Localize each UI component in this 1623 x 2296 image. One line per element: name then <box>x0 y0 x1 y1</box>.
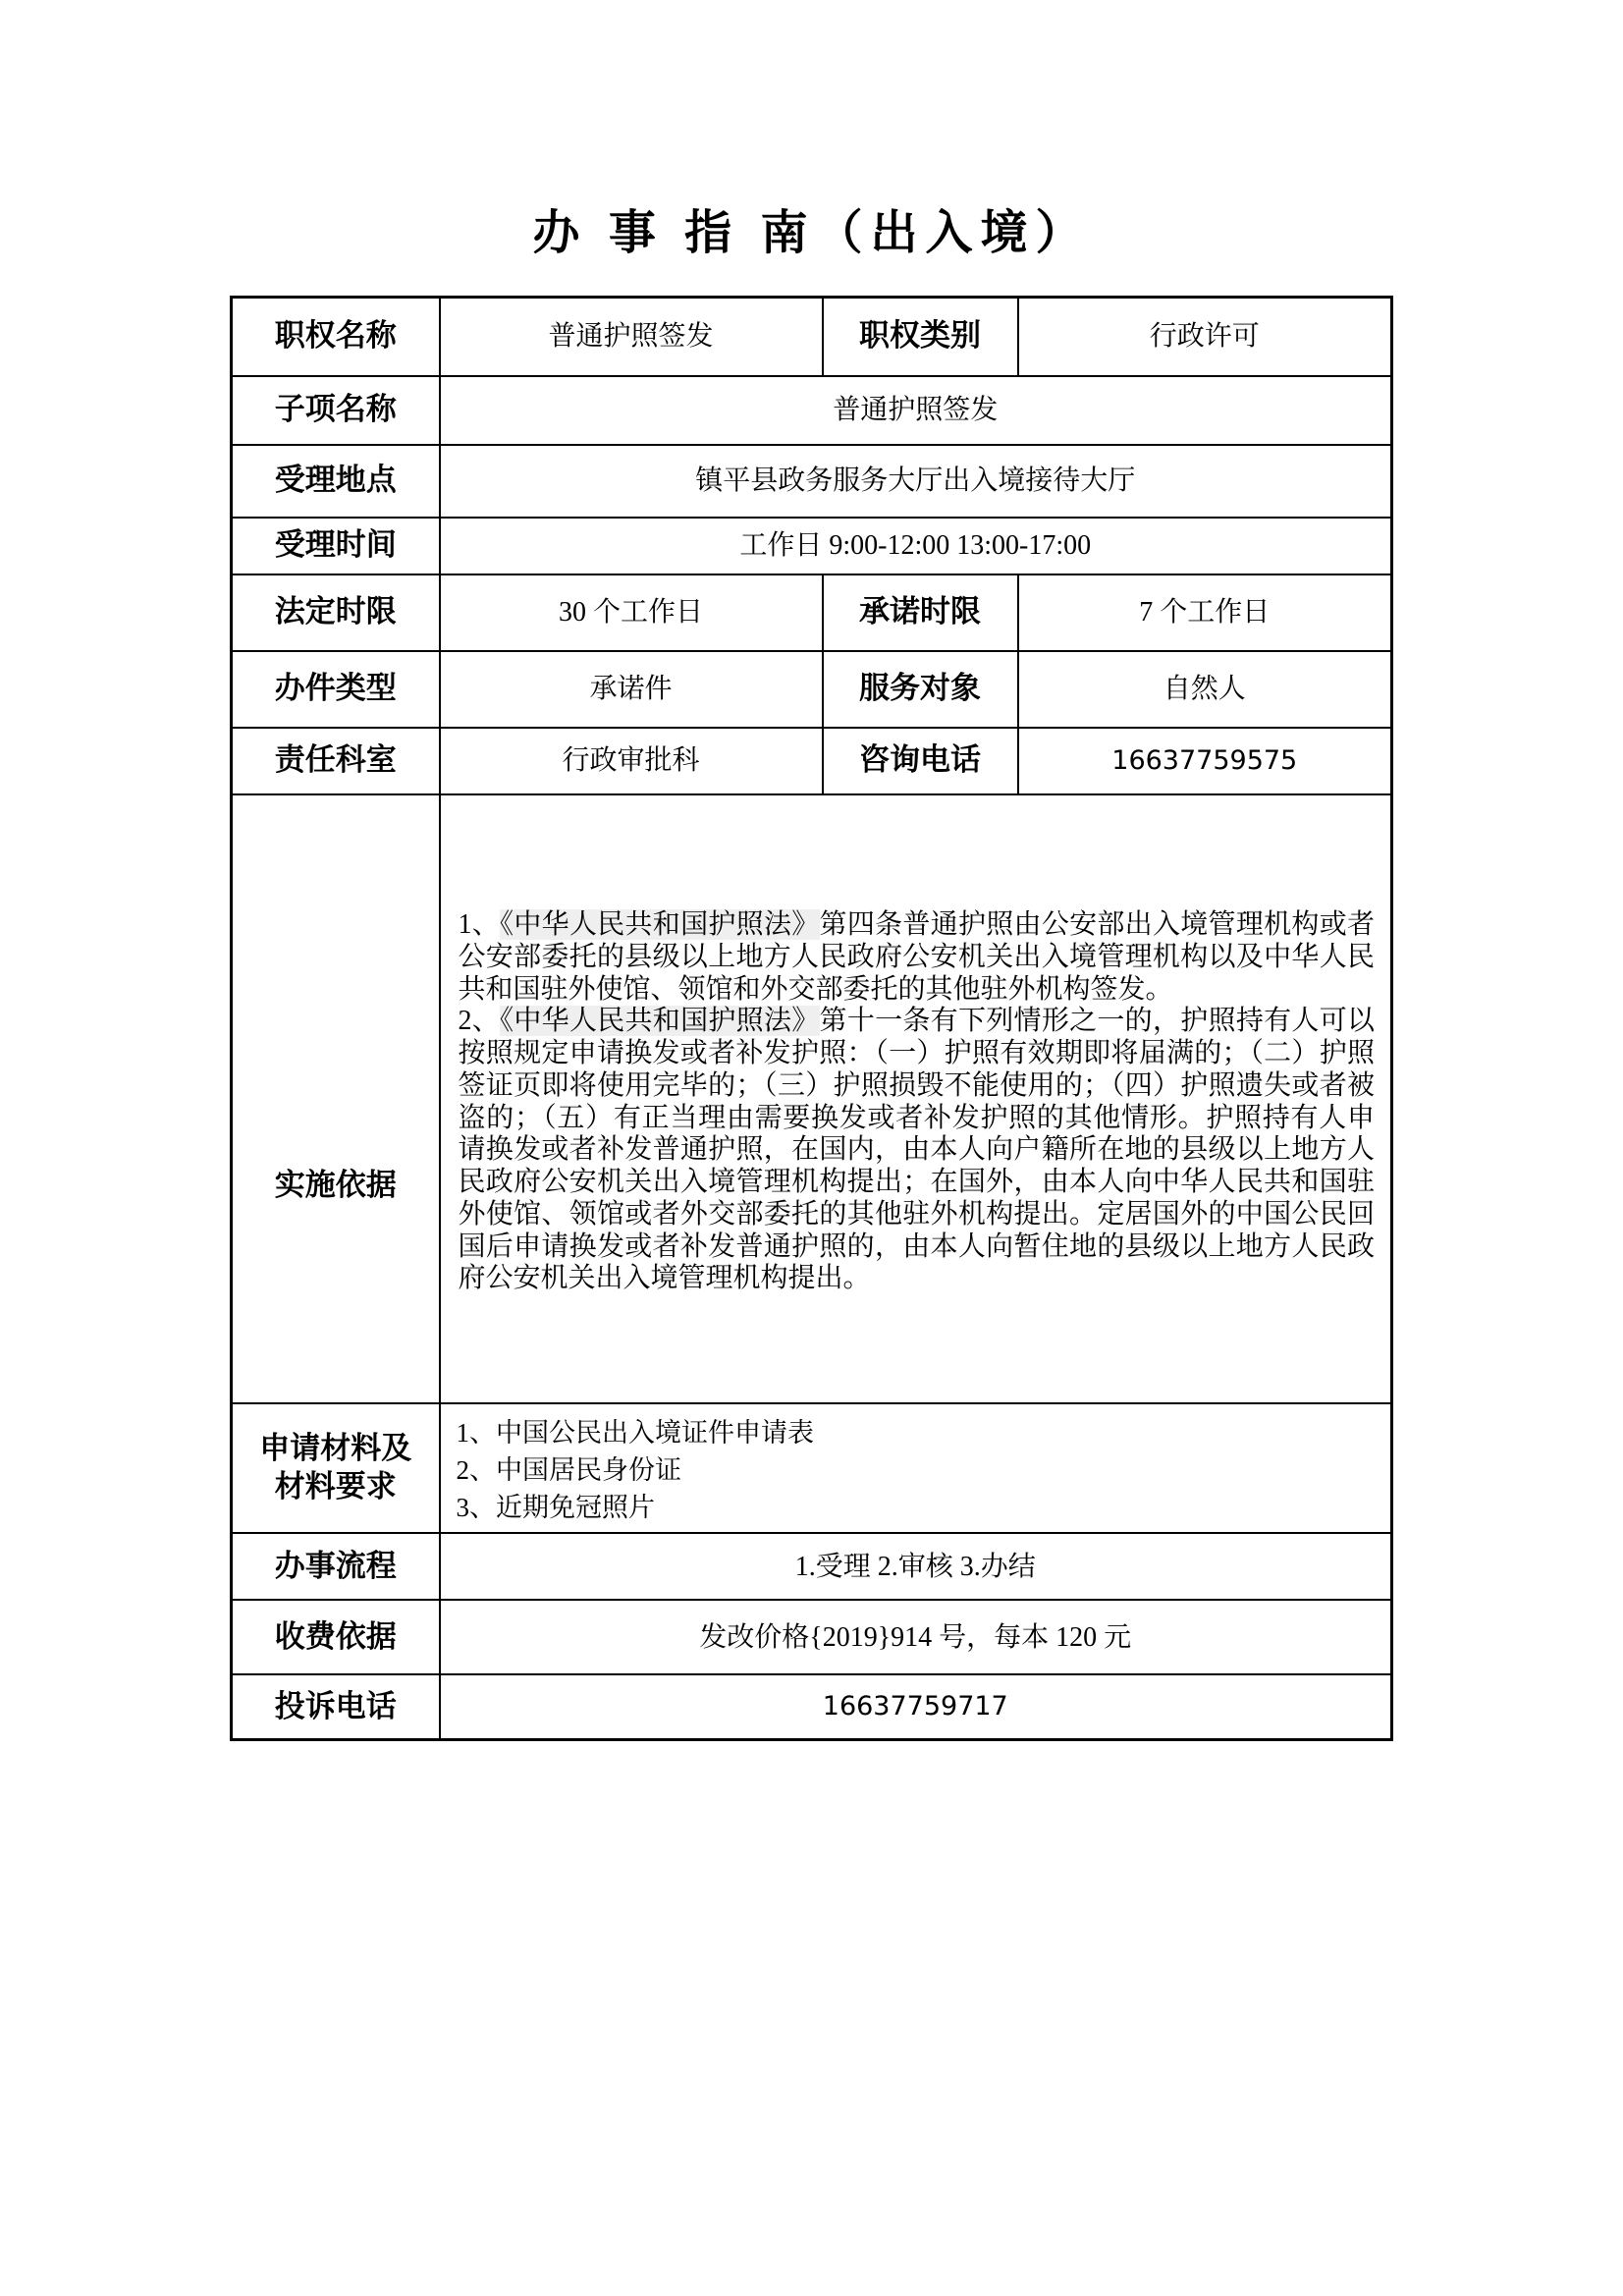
material-item: 2、中国居民身份证 <box>456 1454 681 1485</box>
legal-item-number: 1、 <box>458 909 501 940</box>
value-promised-limit: 7 个工作日 <box>1018 574 1392 651</box>
row-legal-basis <box>232 794 1392 1403</box>
value-consultation-phone: 16637759575 <box>1018 728 1392 794</box>
row-department <box>232 728 1392 794</box>
label-authority-type: 职权类别 <box>823 298 1018 376</box>
value-acceptance-location: 镇平县政务服务大厅出入境接待大厅 <box>440 445 1392 518</box>
value-authority-type: 行政许可 <box>1018 298 1392 376</box>
label-acceptance-location: 受理地点 <box>232 445 440 518</box>
service-guide-table <box>230 296 1393 1741</box>
material-item: 3、近期免冠照片 <box>456 1493 655 1523</box>
value-case-type: 承诺件 <box>440 651 823 728</box>
label-complaint-phone: 投诉电话 <box>232 1674 440 1739</box>
row-complaint-phone <box>232 1674 1392 1739</box>
label-fee-basis: 收费依据 <box>232 1600 440 1674</box>
value-responsible-department: 行政审批科 <box>440 728 823 794</box>
law-title-highlight: 《中华人民共和国护照法》 <box>500 909 820 940</box>
document-title: 办 事 指 南（出入境） <box>532 207 1091 259</box>
label-acceptance-time: 受理时间 <box>232 518 440 574</box>
label-responsible-department: 责任科室 <box>232 728 440 794</box>
label-promised-limit: 承诺时限 <box>823 574 1018 651</box>
row-location <box>232 445 1392 518</box>
label-statutory-limit: 法定时限 <box>232 574 440 651</box>
label-service-process: 办事流程 <box>232 1533 440 1600</box>
material-item: 1、中国公民出入境证件申请表 <box>456 1417 814 1448</box>
legal-item-number: 2、 <box>458 1006 501 1037</box>
value-statutory-limit: 30 个工作日 <box>440 574 823 651</box>
value-service-target: 自然人 <box>1018 651 1392 728</box>
label-sub-item: 子项名称 <box>232 376 440 445</box>
row-time-limits <box>232 574 1392 651</box>
value-sub-item: 普通护照签发 <box>440 376 1392 445</box>
law-title-highlight: 《中华人民共和国护照法》 <box>500 1006 820 1037</box>
value-application-materials <box>440 1403 1392 1534</box>
legal-item-text: 第十一条有下列情形之一的，护照持有人可以按照规定申请换发或者补发护照：（一）护照有效期即将届满的；（二）护照签证页即将使用完毕的；（三）护照损毁不能使用的；（四）护照遗失或者被盗的；（五）有正当理由需要换发或者补发护照的其他情形。护照持有人申请换发或者补发普通护照，在国内，由本人向户籍所在地的县级以上地方人民政府公安机关出入境管理机构提出；在国外，由本人向中华人民共和国驻外使馆、领馆或者外交部委托的其他驻外机构提出。定居国外的中国公民回国后申请换发或者补发普通护照的，由本人向暂住地的县级以上地方人民政府公安机关出入境管理机构提出。 <box>458 1006 1375 1294</box>
label-case-type: 办件类型 <box>232 651 440 728</box>
row-fee <box>232 1600 1392 1674</box>
value-implementation-basis <box>440 794 1392 1403</box>
value-fee-basis: 发改价格{2019}914 号，每本 120 元 <box>440 1600 1392 1674</box>
legal-item-text: 第四条普通护照由公安部出入境管理机构或者公安部委托的县级以上地方人民政府公安机关出入境管理机构以及中华人民共和国驻外使馆、领馆和外交部委托的其他驻外机构签发。 <box>458 909 1375 1005</box>
label-implementation-basis: 实施依据 <box>232 794 440 1403</box>
value-acceptance-time: 工作日 9:00-12:00 13:00-17:00 <box>440 518 1392 574</box>
row-process <box>232 1533 1392 1600</box>
legal-basis-item-1 <box>459 909 1376 1006</box>
legal-basis-item-2 <box>459 1006 1376 1295</box>
value-complaint-phone: 16637759717 <box>440 1674 1392 1739</box>
row-case-type <box>232 651 1392 728</box>
label-application-materials <box>232 1403 440 1534</box>
row-materials <box>232 1403 1392 1534</box>
row-time <box>232 518 1392 574</box>
row-sub-item <box>232 376 1392 445</box>
label-service-target: 服务对象 <box>823 651 1018 728</box>
label-consultation-phone: 咨询电话 <box>823 728 1018 794</box>
label-authority-name: 职权名称 <box>232 298 440 376</box>
value-service-process: 1.受理 2.审核 3.办结 <box>440 1533 1392 1600</box>
label-application-materials-line1: 申请材料及 <box>259 1431 412 1466</box>
row-authority <box>232 298 1392 376</box>
label-application-materials-line2: 材料要求 <box>274 1468 397 1503</box>
value-authority-name: 普通护照签发 <box>440 298 823 376</box>
